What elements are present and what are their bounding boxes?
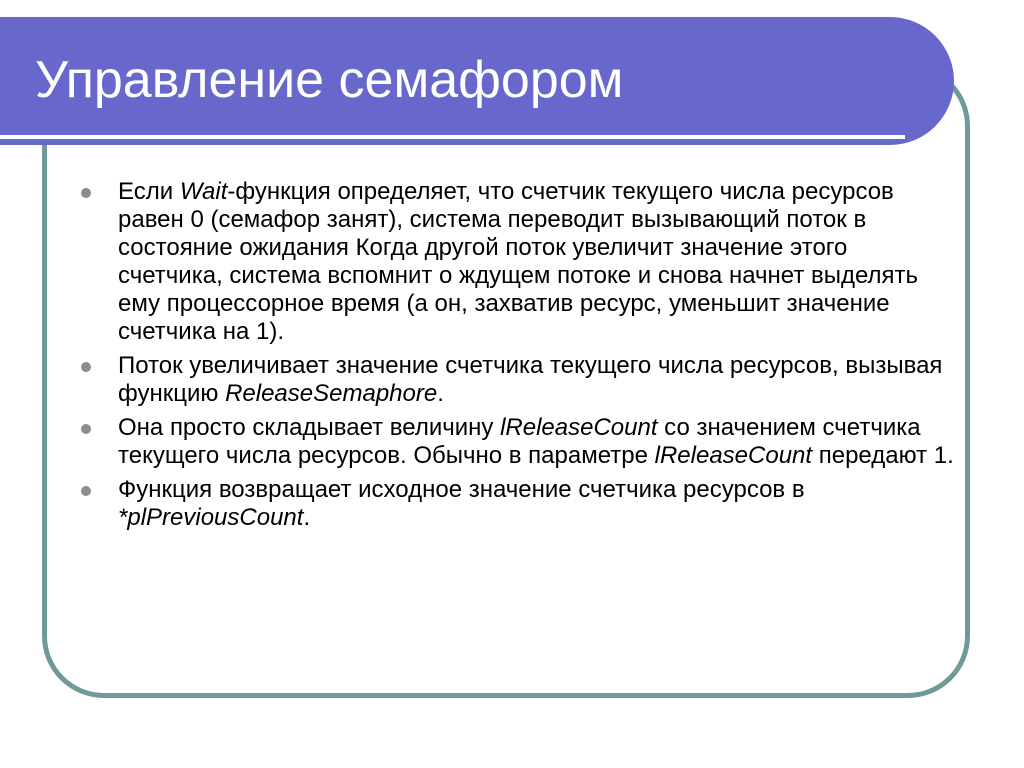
bullet-icon (81, 188, 91, 198)
bullet-item (78, 178, 958, 346)
bullet-text: Поток увеличивает значение счетчика текущего числа ресурсов, вызывая функцию ReleaseSemaphore. (118, 352, 943, 407)
bullet-item (78, 476, 958, 532)
bullet-item (78, 352, 958, 408)
bullet-icon (81, 362, 91, 372)
bullet-text: Функция возвращает исходное значение счетчика ресурсов в *plPreviousCount. (118, 476, 805, 531)
bullet-item (78, 414, 958, 470)
slide-title: Управление семафором (35, 51, 624, 109)
bullet-text: Она просто складывает величину lReleaseCount со значением счетчика текущего числа ресурсов. Обычно в параметре lReleaseCount передают 1. (118, 414, 954, 469)
bullet-icon (81, 486, 91, 496)
bullet-icon (81, 424, 91, 434)
title-underline (0, 135, 905, 139)
bullet-list (78, 178, 958, 538)
bullet-text: Если Wait-функция определяет, что счетчик текущего числа ресурсов равен 0 (семафор занят), система переводит вызывающий поток в состояние ожидания Когда другой поток увеличит значение этого счетчика, система вспомнит о ждущем потоке и снова начнет выделять ему процессорное время (а он, захватив ресурс, уменьшит значение счетчика на 1). (118, 178, 919, 345)
